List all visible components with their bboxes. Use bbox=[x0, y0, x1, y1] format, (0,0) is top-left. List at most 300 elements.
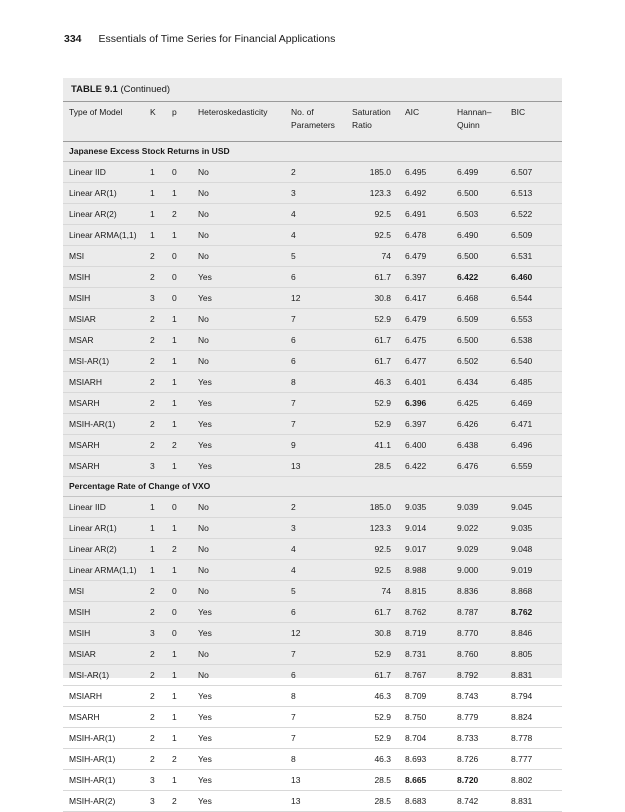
cell-het: No bbox=[198, 204, 291, 225]
running-title: Essentials of Time Series for Financial Applications bbox=[98, 33, 336, 45]
cell-hq: 8.770 bbox=[457, 623, 511, 644]
cell-bic: 6.507 bbox=[511, 162, 562, 183]
cell-aic: 9.014 bbox=[405, 518, 457, 539]
cell-bic: 6.460 bbox=[511, 267, 562, 288]
cell-npar: 6 bbox=[291, 351, 352, 372]
cell-sat: 52.9 bbox=[352, 707, 405, 728]
cell-het: Yes bbox=[198, 749, 291, 770]
cell-model: MSIH-AR(2) bbox=[63, 791, 150, 812]
header-num-parameters-line2: Parameters bbox=[291, 120, 335, 130]
section-title: Japanese Excess Stock Returns in USD bbox=[63, 142, 562, 162]
cell-k: 3 bbox=[150, 288, 172, 309]
cell-bic: 6.559 bbox=[511, 456, 562, 477]
cell-het: Yes bbox=[198, 686, 291, 707]
cell-model: MSIH bbox=[63, 602, 150, 623]
cell-aic: 6.397 bbox=[405, 414, 457, 435]
table-row bbox=[63, 623, 562, 644]
cell-model: MSIH-AR(1) bbox=[63, 749, 150, 770]
cell-aic: 6.478 bbox=[405, 225, 457, 246]
cell-model: MSIAR bbox=[63, 309, 150, 330]
cell-hq: 6.509 bbox=[457, 309, 511, 330]
cell-k: 2 bbox=[150, 414, 172, 435]
cell-p: 0 bbox=[172, 162, 198, 183]
cell-het: No bbox=[198, 309, 291, 330]
cell-model: MSARH bbox=[63, 435, 150, 456]
cell-hq: 6.499 bbox=[457, 162, 511, 183]
table-row bbox=[63, 497, 562, 518]
cell-hq: 6.500 bbox=[457, 183, 511, 204]
table-row bbox=[63, 414, 562, 435]
cell-model: Linear ARMA(1,1) bbox=[63, 560, 150, 581]
cell-bic: 8.868 bbox=[511, 581, 562, 602]
cell-sat: 28.5 bbox=[352, 770, 405, 791]
cell-npar: 12 bbox=[291, 623, 352, 644]
cell-aic: 8.693 bbox=[405, 749, 457, 770]
cell-bic: 9.045 bbox=[511, 497, 562, 518]
cell-hq: 6.502 bbox=[457, 351, 511, 372]
table-row bbox=[63, 665, 562, 686]
cell-aic: 8.988 bbox=[405, 560, 457, 581]
cell-het: Yes bbox=[198, 393, 291, 414]
cell-model: Linear AR(1) bbox=[63, 518, 150, 539]
cell-npar: 6 bbox=[291, 267, 352, 288]
cell-npar: 4 bbox=[291, 560, 352, 581]
cell-sat: 52.9 bbox=[352, 728, 405, 749]
cell-sat: 30.8 bbox=[352, 623, 405, 644]
cell-npar: 8 bbox=[291, 686, 352, 707]
cell-npar: 4 bbox=[291, 225, 352, 246]
cell-het: No bbox=[198, 330, 291, 351]
cell-hq: 8.742 bbox=[457, 791, 511, 812]
cell-k: 3 bbox=[150, 456, 172, 477]
table-row bbox=[63, 393, 562, 414]
cell-aic: 6.495 bbox=[405, 162, 457, 183]
cell-model: MSARH bbox=[63, 707, 150, 728]
cell-npar: 3 bbox=[291, 183, 352, 204]
cell-het: No bbox=[198, 539, 291, 560]
cell-npar: 5 bbox=[291, 246, 352, 267]
table-row bbox=[63, 162, 562, 183]
cell-model: MSIH bbox=[63, 288, 150, 309]
cell-model: MSI-AR(1) bbox=[63, 665, 150, 686]
cell-p: 1 bbox=[172, 770, 198, 791]
cell-bic: 6.513 bbox=[511, 183, 562, 204]
cell-bic: 8.824 bbox=[511, 707, 562, 728]
cell-k: 1 bbox=[150, 204, 172, 225]
cell-npar: 7 bbox=[291, 707, 352, 728]
cell-npar: 5 bbox=[291, 581, 352, 602]
cell-aic: 8.767 bbox=[405, 665, 457, 686]
cell-sat: 61.7 bbox=[352, 602, 405, 623]
cell-aic: 6.417 bbox=[405, 288, 457, 309]
cell-model: Linear IID bbox=[63, 497, 150, 518]
cell-aic: 8.719 bbox=[405, 623, 457, 644]
cell-p: 2 bbox=[172, 539, 198, 560]
cell-k: 2 bbox=[150, 644, 172, 665]
cell-p: 1 bbox=[172, 707, 198, 728]
cell-k: 2 bbox=[150, 393, 172, 414]
cell-k: 2 bbox=[150, 602, 172, 623]
cell-sat: 52.9 bbox=[352, 393, 405, 414]
cell-aic: 6.396 bbox=[405, 393, 457, 414]
cell-aic: 6.422 bbox=[405, 456, 457, 477]
cell-hq: 6.422 bbox=[457, 267, 511, 288]
cell-sat: 92.5 bbox=[352, 539, 405, 560]
cell-het: No bbox=[198, 246, 291, 267]
cell-p: 1 bbox=[172, 665, 198, 686]
cell-k: 1 bbox=[150, 162, 172, 183]
cell-bic: 8.831 bbox=[511, 665, 562, 686]
cell-het: Yes bbox=[198, 414, 291, 435]
cell-k: 3 bbox=[150, 770, 172, 791]
cell-p: 2 bbox=[172, 204, 198, 225]
table-container bbox=[63, 78, 562, 806]
cell-k: 2 bbox=[150, 581, 172, 602]
cell-npar: 13 bbox=[291, 456, 352, 477]
cell-aic: 6.491 bbox=[405, 204, 457, 225]
cell-npar: 8 bbox=[291, 749, 352, 770]
cell-aic: 9.035 bbox=[405, 497, 457, 518]
cell-aic: 8.709 bbox=[405, 686, 457, 707]
data-table bbox=[63, 101, 562, 812]
cell-sat: 61.7 bbox=[352, 330, 405, 351]
cell-p: 0 bbox=[172, 267, 198, 288]
table-header bbox=[63, 102, 562, 142]
cell-model: MSIH-AR(1) bbox=[63, 728, 150, 749]
cell-bic: 8.802 bbox=[511, 770, 562, 791]
cell-npar: 7 bbox=[291, 414, 352, 435]
cell-model: MSARH bbox=[63, 456, 150, 477]
header-num-parameters bbox=[291, 102, 352, 142]
cell-npar: 9 bbox=[291, 435, 352, 456]
cell-sat: 28.5 bbox=[352, 456, 405, 477]
cell-bic: 6.540 bbox=[511, 351, 562, 372]
cell-aic: 6.479 bbox=[405, 309, 457, 330]
cell-het: Yes bbox=[198, 372, 291, 393]
cell-hq: 8.726 bbox=[457, 749, 511, 770]
cell-bic: 6.522 bbox=[511, 204, 562, 225]
table-caption bbox=[71, 84, 170, 95]
cell-sat: 92.5 bbox=[352, 560, 405, 581]
cell-model: MSAR bbox=[63, 330, 150, 351]
cell-model: MSI-AR(1) bbox=[63, 351, 150, 372]
cell-p: 0 bbox=[172, 623, 198, 644]
cell-sat: 41.1 bbox=[352, 435, 405, 456]
table-row bbox=[63, 560, 562, 581]
cell-hq: 9.022 bbox=[457, 518, 511, 539]
cell-hq: 6.438 bbox=[457, 435, 511, 456]
cell-bic: 9.019 bbox=[511, 560, 562, 581]
cell-model: MSIH-AR(1) bbox=[63, 770, 150, 791]
cell-hq: 9.000 bbox=[457, 560, 511, 581]
cell-aic: 6.401 bbox=[405, 372, 457, 393]
header-k: K bbox=[150, 102, 172, 142]
table-row bbox=[63, 518, 562, 539]
cell-p: 1 bbox=[172, 686, 198, 707]
cell-p: 0 bbox=[172, 581, 198, 602]
header-heteroskedasticity: Heteroskedasticity bbox=[198, 102, 291, 142]
cell-npar: 6 bbox=[291, 665, 352, 686]
cell-hq: 8.720 bbox=[457, 770, 511, 791]
cell-aic: 8.750 bbox=[405, 707, 457, 728]
cell-npar: 7 bbox=[291, 393, 352, 414]
cell-model: MSIH bbox=[63, 623, 150, 644]
cell-model: Linear IID bbox=[63, 162, 150, 183]
cell-npar: 7 bbox=[291, 309, 352, 330]
cell-het: No bbox=[198, 665, 291, 686]
cell-hq: 9.029 bbox=[457, 539, 511, 560]
cell-het: No bbox=[198, 560, 291, 581]
cell-p: 2 bbox=[172, 791, 198, 812]
cell-het: No bbox=[198, 183, 291, 204]
cell-bic: 6.509 bbox=[511, 225, 562, 246]
header-saturation-ratio bbox=[352, 102, 405, 142]
cell-aic: 8.704 bbox=[405, 728, 457, 749]
cell-hq: 8.760 bbox=[457, 644, 511, 665]
cell-npar: 2 bbox=[291, 162, 352, 183]
cell-sat: 74 bbox=[352, 581, 405, 602]
table-row bbox=[63, 644, 562, 665]
cell-k: 2 bbox=[150, 372, 172, 393]
cell-model: MSARH bbox=[63, 393, 150, 414]
cell-npar: 7 bbox=[291, 728, 352, 749]
table-row bbox=[63, 602, 562, 623]
cell-hq: 8.743 bbox=[457, 686, 511, 707]
page-number: 334 bbox=[64, 33, 82, 45]
table-row bbox=[63, 581, 562, 602]
section-row bbox=[63, 142, 562, 162]
cell-het: Yes bbox=[198, 288, 291, 309]
cell-k: 3 bbox=[150, 791, 172, 812]
cell-npar: 8 bbox=[291, 372, 352, 393]
cell-sat: 61.7 bbox=[352, 267, 405, 288]
cell-model: MSIARH bbox=[63, 372, 150, 393]
cell-npar: 2 bbox=[291, 497, 352, 518]
cell-p: 1 bbox=[172, 393, 198, 414]
header-hq-line2: Quinn bbox=[457, 120, 480, 130]
table-row bbox=[63, 791, 562, 812]
cell-npar: 3 bbox=[291, 518, 352, 539]
cell-het: No bbox=[198, 497, 291, 518]
table-row bbox=[63, 351, 562, 372]
cell-het: Yes bbox=[198, 707, 291, 728]
cell-het: Yes bbox=[198, 435, 291, 456]
cell-het: Yes bbox=[198, 602, 291, 623]
cell-npar: 4 bbox=[291, 539, 352, 560]
cell-p: 0 bbox=[172, 497, 198, 518]
cell-sat: 61.7 bbox=[352, 351, 405, 372]
cell-model: MSI bbox=[63, 246, 150, 267]
cell-aic: 8.815 bbox=[405, 581, 457, 602]
cell-p: 1 bbox=[172, 351, 198, 372]
cell-het: Yes bbox=[198, 267, 291, 288]
header-saturation-line2: Ratio bbox=[352, 120, 372, 130]
cell-sat: 46.3 bbox=[352, 686, 405, 707]
cell-npar: 6 bbox=[291, 602, 352, 623]
cell-aic: 8.665 bbox=[405, 770, 457, 791]
cell-sat: 123.3 bbox=[352, 183, 405, 204]
cell-k: 2 bbox=[150, 309, 172, 330]
table-number: TABLE 9.1 bbox=[71, 84, 118, 95]
cell-p: 0 bbox=[172, 602, 198, 623]
cell-het: Yes bbox=[198, 456, 291, 477]
cell-aic: 8.762 bbox=[405, 602, 457, 623]
table-body bbox=[63, 142, 562, 812]
cell-model: MSI bbox=[63, 581, 150, 602]
cell-sat: 46.3 bbox=[352, 372, 405, 393]
cell-bic: 8.778 bbox=[511, 728, 562, 749]
header-hannan-quinn bbox=[457, 102, 511, 142]
header-saturation-line1: Saturation bbox=[352, 107, 391, 117]
cell-hq: 6.434 bbox=[457, 372, 511, 393]
table-row bbox=[63, 246, 562, 267]
cell-model: MSIARH bbox=[63, 686, 150, 707]
cell-npar: 13 bbox=[291, 791, 352, 812]
cell-bic: 8.846 bbox=[511, 623, 562, 644]
cell-model: MSIH bbox=[63, 267, 150, 288]
cell-k: 2 bbox=[150, 749, 172, 770]
cell-npar: 13 bbox=[291, 770, 352, 791]
cell-p: 1 bbox=[172, 456, 198, 477]
cell-hq: 6.503 bbox=[457, 204, 511, 225]
cell-sat: 74 bbox=[352, 246, 405, 267]
cell-het: Yes bbox=[198, 791, 291, 812]
cell-hq: 9.039 bbox=[457, 497, 511, 518]
cell-hq: 6.476 bbox=[457, 456, 511, 477]
cell-p: 0 bbox=[172, 288, 198, 309]
cell-hq: 8.733 bbox=[457, 728, 511, 749]
header-row bbox=[63, 102, 562, 142]
section-title: Percentage Rate of Change of VXO bbox=[63, 477, 562, 497]
cell-k: 1 bbox=[150, 518, 172, 539]
cell-bic: 8.831 bbox=[511, 791, 562, 812]
cell-p: 1 bbox=[172, 560, 198, 581]
cell-k: 2 bbox=[150, 686, 172, 707]
cell-aic: 6.477 bbox=[405, 351, 457, 372]
cell-p: 1 bbox=[172, 183, 198, 204]
cell-bic: 6.538 bbox=[511, 330, 562, 351]
cell-k: 2 bbox=[150, 330, 172, 351]
header-bic: BIC bbox=[511, 102, 562, 142]
cell-hq: 8.779 bbox=[457, 707, 511, 728]
cell-bic: 6.471 bbox=[511, 414, 562, 435]
cell-het: No bbox=[198, 351, 291, 372]
cell-bic: 6.496 bbox=[511, 435, 562, 456]
cell-k: 3 bbox=[150, 623, 172, 644]
header-aic: AIC bbox=[405, 102, 457, 142]
cell-sat: 123.3 bbox=[352, 518, 405, 539]
cell-bic: 6.531 bbox=[511, 246, 562, 267]
cell-model: Linear ARMA(1,1) bbox=[63, 225, 150, 246]
cell-hq: 6.490 bbox=[457, 225, 511, 246]
cell-het: No bbox=[198, 225, 291, 246]
cell-p: 0 bbox=[172, 246, 198, 267]
cell-p: 1 bbox=[172, 225, 198, 246]
table-row bbox=[63, 707, 562, 728]
cell-aic: 8.731 bbox=[405, 644, 457, 665]
cell-p: 1 bbox=[172, 414, 198, 435]
cell-bic: 9.035 bbox=[511, 518, 562, 539]
cell-sat: 185.0 bbox=[352, 162, 405, 183]
table-row bbox=[63, 728, 562, 749]
cell-hq: 6.426 bbox=[457, 414, 511, 435]
cell-k: 1 bbox=[150, 497, 172, 518]
cell-model: MSIAR bbox=[63, 644, 150, 665]
cell-bic: 8.794 bbox=[511, 686, 562, 707]
cell-aic: 6.475 bbox=[405, 330, 457, 351]
table-row bbox=[63, 288, 562, 309]
table-row bbox=[63, 435, 562, 456]
cell-model: MSIH-AR(1) bbox=[63, 414, 150, 435]
cell-k: 2 bbox=[150, 707, 172, 728]
cell-p: 1 bbox=[172, 372, 198, 393]
table-row bbox=[63, 539, 562, 560]
cell-npar: 7 bbox=[291, 644, 352, 665]
cell-k: 2 bbox=[150, 267, 172, 288]
cell-bic: 6.544 bbox=[511, 288, 562, 309]
cell-p: 1 bbox=[172, 728, 198, 749]
table-continued: (Continued) bbox=[120, 84, 171, 95]
cell-hq: 6.500 bbox=[457, 330, 511, 351]
cell-model: Linear AR(2) bbox=[63, 204, 150, 225]
cell-hq: 6.468 bbox=[457, 288, 511, 309]
cell-sat: 46.3 bbox=[352, 749, 405, 770]
cell-sat: 30.8 bbox=[352, 288, 405, 309]
cell-p: 1 bbox=[172, 309, 198, 330]
cell-aic: 8.683 bbox=[405, 791, 457, 812]
cell-het: Yes bbox=[198, 728, 291, 749]
cell-sat: 52.9 bbox=[352, 414, 405, 435]
cell-bic: 8.777 bbox=[511, 749, 562, 770]
header-p: p bbox=[172, 102, 198, 142]
cell-npar: 12 bbox=[291, 288, 352, 309]
cell-model: Linear AR(1) bbox=[63, 183, 150, 204]
header-model: Type of Model bbox=[63, 102, 150, 142]
cell-k: 2 bbox=[150, 435, 172, 456]
cell-het: No bbox=[198, 518, 291, 539]
header-hq-line1: Hannan– bbox=[457, 107, 492, 117]
cell-sat: 52.9 bbox=[352, 644, 405, 665]
cell-bic: 8.805 bbox=[511, 644, 562, 665]
section-row bbox=[63, 477, 562, 497]
cell-k: 1 bbox=[150, 539, 172, 560]
cell-bic: 8.762 bbox=[511, 602, 562, 623]
table-row bbox=[63, 183, 562, 204]
cell-sat: 92.5 bbox=[352, 204, 405, 225]
cell-p: 1 bbox=[172, 330, 198, 351]
cell-model: Linear AR(2) bbox=[63, 539, 150, 560]
cell-het: No bbox=[198, 162, 291, 183]
cell-bic: 9.048 bbox=[511, 539, 562, 560]
cell-sat: 185.0 bbox=[352, 497, 405, 518]
table-row bbox=[63, 330, 562, 351]
cell-k: 1 bbox=[150, 225, 172, 246]
cell-aic: 6.400 bbox=[405, 435, 457, 456]
table-row bbox=[63, 372, 562, 393]
table-row bbox=[63, 204, 562, 225]
cell-npar: 4 bbox=[291, 204, 352, 225]
cell-hq: 8.836 bbox=[457, 581, 511, 602]
cell-p: 2 bbox=[172, 749, 198, 770]
cell-hq: 6.500 bbox=[457, 246, 511, 267]
header-num-parameters-line1: No. of bbox=[291, 107, 314, 117]
cell-k: 1 bbox=[150, 183, 172, 204]
cell-bic: 6.485 bbox=[511, 372, 562, 393]
cell-k: 2 bbox=[150, 351, 172, 372]
cell-het: Yes bbox=[198, 623, 291, 644]
cell-p: 1 bbox=[172, 644, 198, 665]
cell-p: 2 bbox=[172, 435, 198, 456]
